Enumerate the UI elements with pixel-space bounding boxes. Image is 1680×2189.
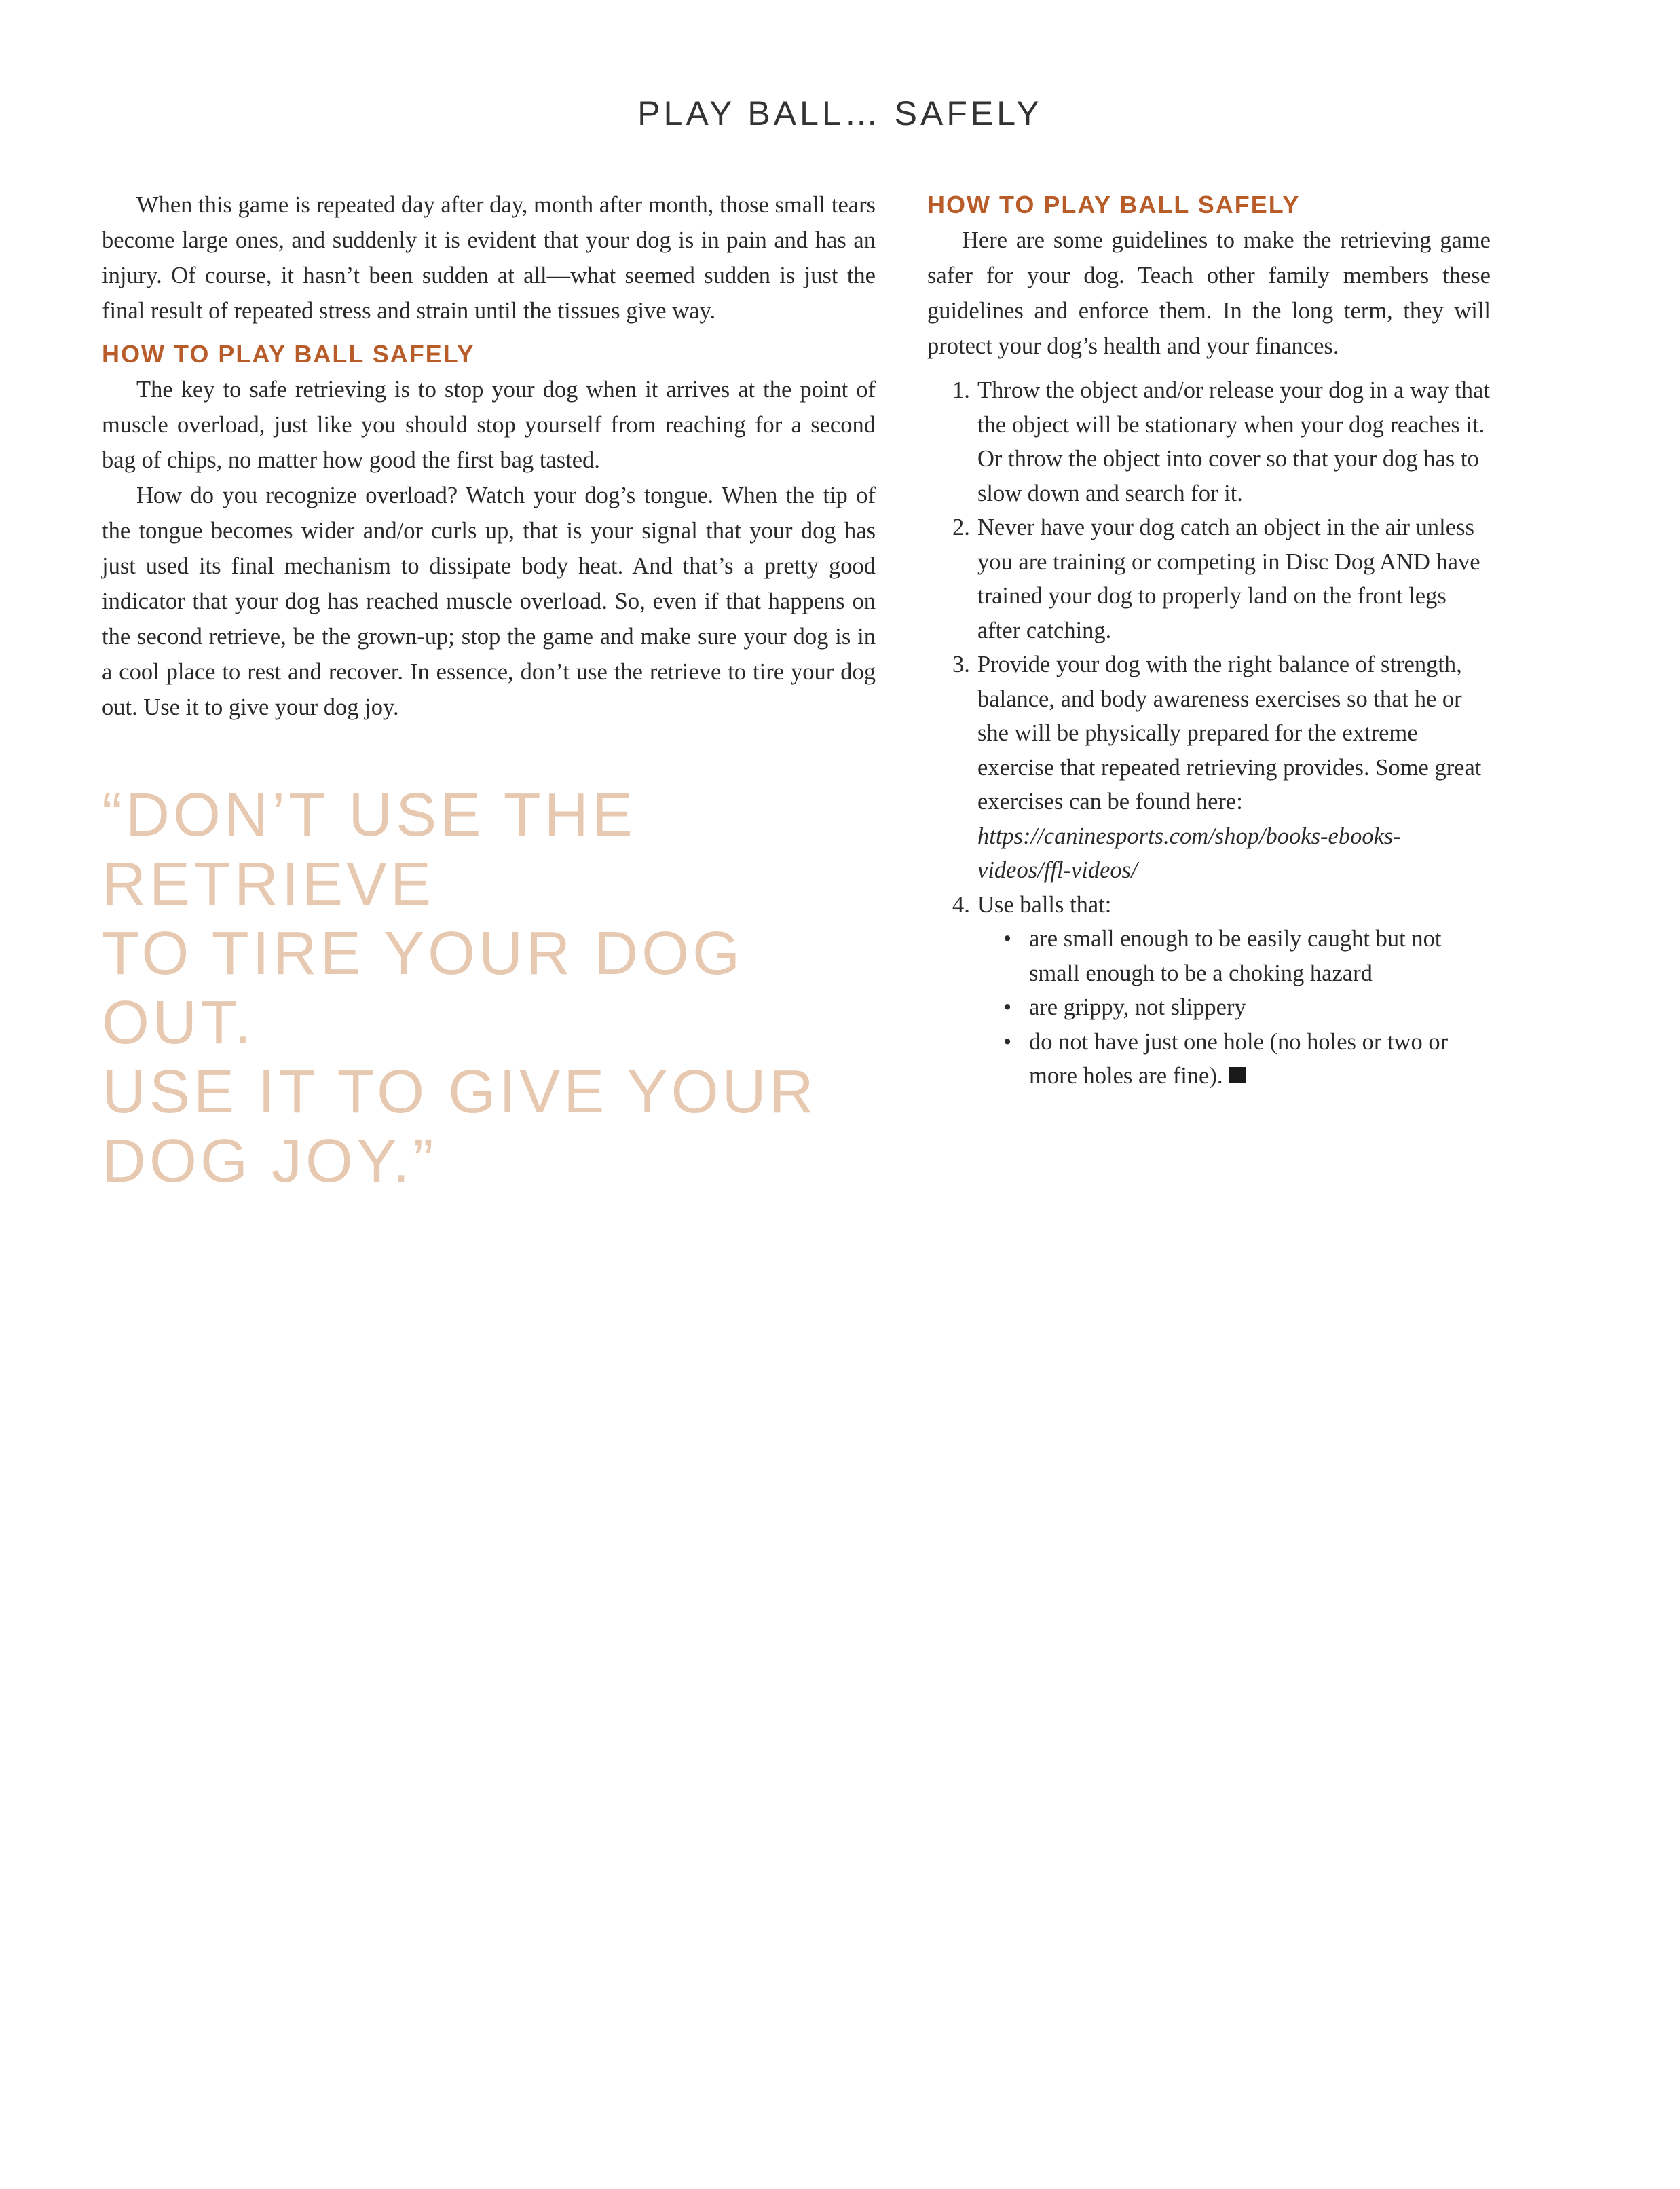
guideline-item bbox=[927, 510, 1491, 648]
body-paragraph: The key to safe retrieving is to stop your dog when it arrives at the point of muscle overload, just like you should stop yourself from reaching for a second bag of chips, no matter how good the first bag tasted. bbox=[102, 377, 876, 473]
bullet-icon: • bbox=[1003, 994, 1012, 1020]
pull-quote bbox=[102, 781, 882, 1196]
bullet-icon: • bbox=[1003, 1028, 1012, 1055]
pull-quote-line: DOG JOY.” bbox=[102, 1127, 437, 1195]
list-item bbox=[977, 1025, 1491, 1093]
guideline-item bbox=[927, 888, 1491, 1093]
page-header-title: PLAY BALL… SAFELY bbox=[637, 94, 1043, 132]
guidelines-intro: Here are some guidelines to make the retrieving game safer for your dog. Teach other family members these guidelines and enforce them. In the long term, they will protect your dog’s health and your finances. bbox=[927, 227, 1491, 359]
guideline-text: Never have your dog catch an object in the air unless you are training or competing in Disc Dog AND have trained your dog to properly land on the front legs after catching. bbox=[977, 514, 1480, 643]
right-column bbox=[927, 187, 1491, 1093]
left-column bbox=[102, 187, 876, 725]
body-paragraph: How do you recognize overload? Watch your dog’s tongue. When the tip of the tongue becomes wider and/or curls up, that is your signal that your dog has just used its final mechanism to dissipate body heat. And that’s a pretty good indicator that your dog has reached muscle overload. So, even if that happens on the second retrieve, be the grown-up; stop the game and make sure your dog is in a cool place to rest and recover. In essence, don’t use the retrieve to tire your dog out. Use it to give your dog joy. bbox=[102, 483, 876, 720]
list-item-text: are small enough to be easily caught but not small enough to be a choking hazard bbox=[1029, 926, 1442, 986]
section-heading: HOW TO PLAY BALL SAFELY bbox=[927, 191, 1301, 219]
guidelines-list bbox=[927, 373, 1491, 1093]
guideline-item bbox=[927, 373, 1491, 510]
guideline-number: 2. bbox=[952, 514, 970, 540]
guideline-number: 4. bbox=[952, 891, 970, 918]
intro-paragraph: When this game is repeated day after day, month after month, those small tears become large ones, and suddenly it is evident that your dog is in pain and has an injury. Of course, it hasn’t been sudden at all—what seemed sudden is just the final result of repeated stress and strain until the tissues give way. bbox=[102, 192, 876, 324]
guideline-text: Throw the object and/or release your dog in a way that the object will be stationary when your dog reaches it. Or throw the object into cover so that your dog has to slow down and search for it. bbox=[977, 377, 1490, 506]
guideline-number: 3. bbox=[952, 652, 970, 677]
pull-quote-line: “DON’T USE THE RETRIEVE bbox=[102, 781, 636, 918]
list-item bbox=[977, 990, 1491, 1025]
section-heading: HOW TO PLAY BALL SAFELY bbox=[102, 340, 475, 368]
guideline-number: 1. bbox=[952, 377, 970, 403]
guideline-item bbox=[927, 648, 1491, 888]
list-item-text: are grippy, not slippery bbox=[1029, 994, 1246, 1020]
ball-criteria-list bbox=[977, 922, 1491, 1093]
pull-quote-line: TO TIRE YOUR DOG OUT. bbox=[102, 920, 744, 1057]
end-of-article-icon bbox=[1229, 1067, 1246, 1083]
bullet-icon: • bbox=[1003, 926, 1012, 952]
list-item-text: do not have just one hole (no holes or two or more holes are fine). bbox=[1029, 1028, 1449, 1089]
pull-quote-line: USE IT TO GIVE YOUR bbox=[102, 1058, 817, 1126]
guideline-text: Provide your dog with the right balance of strength, balance, and body awareness exercises so that he or she will be physically prepared for the extreme exercise that repeated retrieving provides. Some great exercises can be found here: bbox=[977, 652, 1482, 815]
exercises-link[interactable]: https://caninesports.com/shop/books-ebooks-videos/ffl-videos/ bbox=[977, 823, 1401, 883]
list-item bbox=[977, 922, 1491, 990]
guideline-text: Use balls that: bbox=[977, 891, 1112, 918]
